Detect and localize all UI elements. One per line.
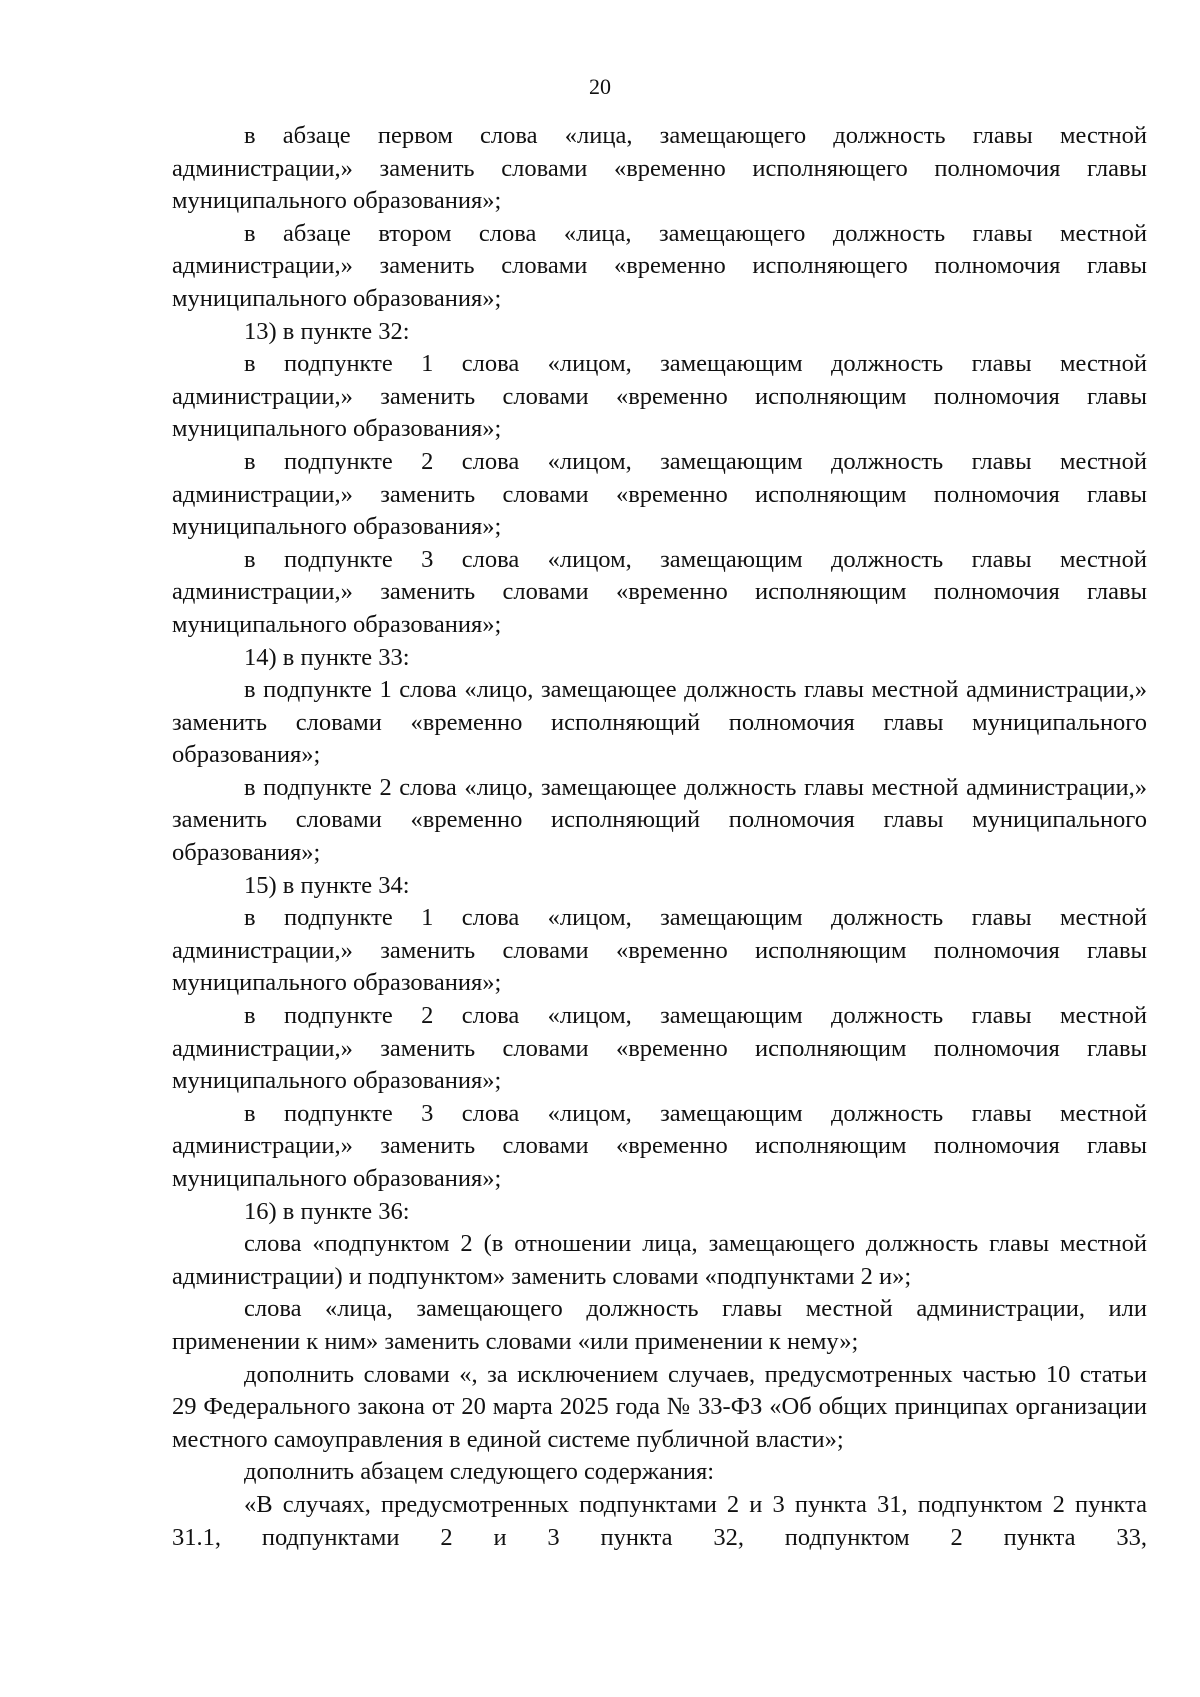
paragraph: дополнить словами «, за исключением случаев, предусмотренных частью 10 статьи 29 Федерального закона от 20 марта 2025 года № 33-ФЗ «Об общих принципах организации местного самоуправления в единой системе публичной власти»;	[172, 1360, 1147, 1453]
item-heading: 16) в пункте 36:	[244, 1197, 410, 1225]
paragraph: в абзаце первом слова «лица, замещающего должность главы местной администрации,» заменить словами «временно исполняющего полномочия главы муниципального образования»;	[172, 122, 1147, 215]
paragraph: слова «лица, замещающего должность главы местной администрации, или применении к ним» заменить словами «или применении к нему»;	[172, 1295, 1147, 1355]
page-number: 20	[589, 74, 611, 99]
paragraph: в подпункте 1 слова «лицом, замещающим должность главы местной администрации,» заменить словами «временно исполняющим полномочия главы муниципального образования»;	[172, 904, 1147, 997]
paragraph: дополнить абзацем следующего содержания:	[244, 1458, 715, 1486]
paragraph: слова «подпунктом 2 (в отношении лица, замещающего должность главы местной администрации) и подпунктом» заменить словами «подпунктами 2 и»;	[172, 1230, 1147, 1290]
paragraph: в подпункте 1 слова «лицо, замещающее должность главы местной администрации,» заменить словами «временно исполняющий полномочия главы муниципального образования»;	[172, 676, 1147, 769]
paragraph: в подпункте 3 слова «лицом, замещающим должность главы местной администрации,» заменить словами «временно исполняющим полномочия главы муниципального образования»;	[172, 1099, 1147, 1192]
item-heading: 15) в пункте 34:	[244, 871, 410, 899]
item-heading: 14) в пункте 33:	[244, 643, 410, 671]
paragraph: в подпункте 3 слова «лицом, замещающим должность главы местной администрации,» заменить словами «временно исполняющим полномочия главы муниципального образования»;	[172, 545, 1147, 638]
paragraph: «В случаях, предусмотренных подпунктами 2 и 3 пункта 31, подпунктом 2 пункта 31.1, подпунктами 2 и 3 пункта 32, подпунктом 2 пункта 33,	[172, 1490, 1147, 1551]
item-heading: 13) в пункте 32:	[244, 317, 410, 345]
paragraph: в подпункте 1 слова «лицом, замещающим должность главы местной администрации,» заменить словами «временно исполняющим полномочия главы муниципального образования»;	[172, 350, 1147, 443]
paragraph: в абзаце втором слова «лица, замещающего должность главы местной администрации,» заменить словами «временно исполняющего полномочия главы муниципального образования»;	[172, 219, 1147, 312]
paragraph: в подпункте 2 слова «лицом, замещающим должность главы местной администрации,» заменить словами «временно исполняющим полномочия главы муниципального образования»;	[172, 447, 1147, 541]
document-body	[172, 120, 1147, 1554]
paragraph: в подпункте 2 слова «лицом, замещающим должность главы местной администрации,» заменить словами «временно исполняющим полномочия главы муниципального образования»;	[172, 1002, 1147, 1095]
paragraph: в подпункте 2 слова «лицо, замещающее должность главы местной администрации,» заменить словами «временно исполняющий полномочия главы муниципального образования»;	[172, 773, 1147, 867]
